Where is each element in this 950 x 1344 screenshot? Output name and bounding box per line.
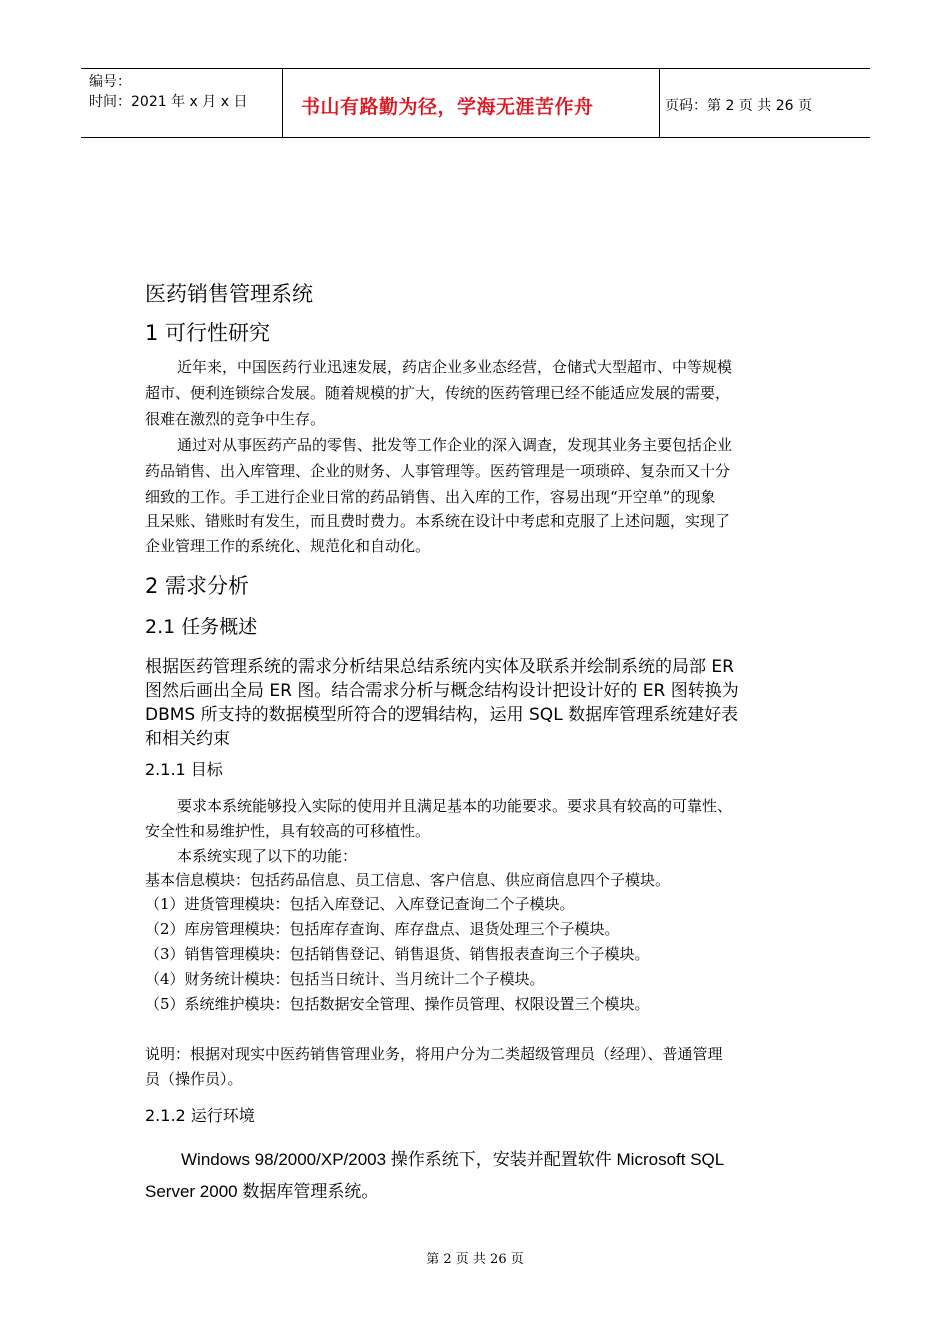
header-motto-cell: [283, 69, 660, 137]
s1-para2-line1: 通过对从事医药产品的零售、批发等工作企业的深入调查，发现其业务主要包括企业: [177, 436, 733, 454]
function-item: （4）财务统计模块：包括当日统计、当月统计二个子模块。: [145, 970, 545, 988]
s1-para2-line5: 企业管理工作的系统化、规范化和自动化。: [145, 537, 431, 555]
section-2-1-heading: 2.1 任务概述: [145, 616, 258, 638]
s1-para1-line2: 超市、便利连锁综合发展。随着规模的扩大，传统的医药管理已经不能适应发展的需要，: [145, 384, 731, 402]
function-item: （2）库房管理模块：包括库存查询、库存盘点、退货处理三个子模块。: [145, 920, 620, 938]
page-footer: 第 2 页 共 26 页: [426, 1252, 524, 1267]
section-1-heading: 1 可行性研究: [145, 321, 271, 345]
function-item: （1）进货管理模块：包括入库登记、入库登记查询二个子模块。: [145, 895, 575, 913]
s211-para2: 本系统实现了以下的功能：: [177, 847, 358, 865]
note-line2: 员（操作员）。: [145, 1070, 243, 1088]
motto-text: 书山有路勤为径，学海无涯苦作舟: [301, 96, 594, 118]
s211-para1-line1: 要求本系统能够投入实际的使用并且满足基本的功能要求。要求具有较高的可靠性、: [177, 797, 733, 815]
s21-line2: 图然后画出全局 ER 图。结合需求分析与概念结构设计把设计好的 ER 图转换为: [145, 681, 739, 701]
function-item: 基本信息模块：包括药品信息、员工信息、客户信息、供应商信息四个子模块。: [145, 871, 671, 889]
function-item: （5）系统维护模块：包括数据安全管理、操作员管理、权限设置三个模块。: [145, 995, 650, 1013]
section-2-1-1-heading: 2.1.1 目标: [145, 760, 223, 779]
header-page-cell: [660, 69, 870, 137]
header-meta-cell: [81, 69, 283, 137]
env-line1: Windows 98/2000/XP/2003 操作系统下，安装并配置软件 Microsoft SQL: [181, 1150, 725, 1169]
document-title: 医药销售管理系统: [145, 282, 313, 306]
s21-line3: DBMS 所支持的数据模型所符合的逻辑结构，运用 SQL 数据库管理系统建好表: [145, 705, 739, 725]
section-2-1-2-heading: 2.1.2 运行环境: [145, 1106, 255, 1125]
s1-para2-line2: 药品销售、出入库管理、企业的财务、人事管理等。医药管理是一项琐碎、复杂而又十分: [145, 462, 731, 480]
note-line1: 说明：根据对现实中医药销售管理业务，将用户分为二类超级管理员（经理）、普通管理: [145, 1045, 723, 1063]
page-header: [81, 68, 870, 138]
page-info: 页码：第 2 页 共 26 页: [665, 98, 812, 114]
s1-para1-line1: 近年来，中国医药行业迅速发展，药店企业多业态经营，仓储式大型超市、中等规模: [177, 358, 733, 376]
s211-para1-line2: 安全性和易维护性，具有较高的可移植性。: [145, 822, 431, 840]
s21-line4: 和相关约束: [145, 729, 230, 749]
s21-line1: 根据医药管理系统的需求分析结果总结系统内实体及联系并绘制系统的局部 ER: [145, 657, 734, 677]
function-item: （3）销售管理模块：包括销售登记、销售退货、销售报表查询三个子模块。: [145, 945, 650, 963]
env-line2: Server 2000 数据库管理系统。: [145, 1182, 379, 1201]
section-2-heading: 2 需求分析: [145, 574, 250, 598]
s1-para2-line3: 细致的工作。手工进行企业日常的药品销售、出入库的工作，容易出现“开空单”的现象: [145, 488, 716, 506]
date-label: 时间：2021 年 x 月 x 日: [89, 94, 248, 110]
s1-para1-line3: 很难在激烈的竞争中生存。: [145, 410, 326, 428]
number-label: 编号：: [89, 74, 131, 90]
s1-para2-line4: 且呆账、错账时有发生，而且费时费力。本系统在设计中考虑和克服了上述问题，实现了: [145, 512, 731, 530]
